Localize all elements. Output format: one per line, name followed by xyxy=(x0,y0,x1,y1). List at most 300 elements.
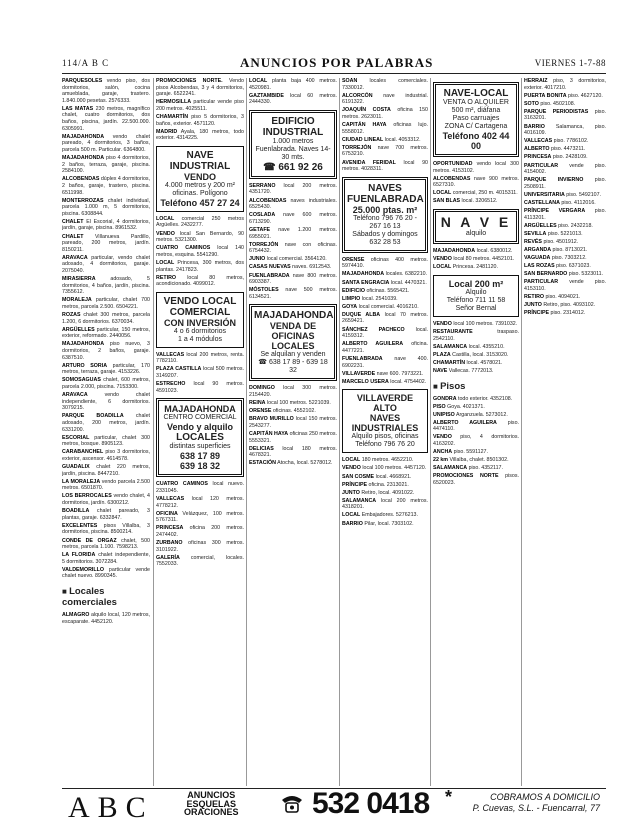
classified-ad xyxy=(62,312,150,325)
ad-lead: LOCAL xyxy=(342,457,361,464)
page-date: VIERNES 1-7-88 xyxy=(534,58,606,68)
ad-lead: PLAZA CASTILLA xyxy=(156,366,202,373)
ad-text: particular vende chalet nuevo. 8990345. xyxy=(62,566,150,580)
ad-text: piso. 7786102. xyxy=(552,138,589,145)
classified-ad xyxy=(62,377,150,390)
classified-ad xyxy=(342,512,428,519)
ad-lead: VALLECAS xyxy=(156,351,185,358)
ad-headline: MAJADAHONDA xyxy=(254,310,334,322)
ad-text: local. 6380012. xyxy=(475,248,513,255)
ad-text: piso. 6371023. xyxy=(554,263,591,270)
ad-lead: ORENSE xyxy=(342,256,365,263)
ad-lead: VALLECAS xyxy=(524,138,553,145)
ad-text: oficinas 250 metros. 5553321. xyxy=(249,430,337,444)
classified-ad xyxy=(62,155,150,175)
classified-ad xyxy=(62,78,150,104)
classified-ad xyxy=(433,161,519,174)
ad-text: oficina. 4477221. xyxy=(342,341,428,354)
ad-lead: SALAMANCA xyxy=(433,465,468,472)
ad-text: chalet, 600 metros, parcela 2.000, piscina. 7153300. xyxy=(62,377,150,391)
ad-text: oficinas. 4552102. xyxy=(271,408,316,415)
ad-text: local nuevo. 2331045. xyxy=(156,481,244,494)
ad-lead: VAGUADA xyxy=(524,255,551,262)
ad-lead: OFICINA xyxy=(156,510,178,517)
ad-phone: Teléfono 457 27 24 xyxy=(160,197,240,208)
classified-ad xyxy=(342,474,428,481)
classified-ad xyxy=(156,129,244,142)
ad-lead: NAVE xyxy=(433,367,448,374)
ad-text: vendo chalet independiente, 6 dormitorios. 3079215. xyxy=(62,392,150,412)
ad-lead: LA MORALEJA xyxy=(62,478,101,485)
ad-text: Goya. 4021371. xyxy=(445,403,485,410)
classified-ad xyxy=(249,256,337,263)
classified-ad xyxy=(249,264,337,271)
ad-phone: ☎ 661 92 26 xyxy=(263,161,323,173)
ad-text: local 90 metros. 4028311. xyxy=(342,159,428,173)
ad-lead: CHALET xyxy=(62,233,84,240)
ad-lead: REINA xyxy=(249,400,266,407)
ad-subhead: VENTA O ALQUILER xyxy=(442,99,509,106)
classified-ad xyxy=(524,231,606,238)
ad-lead: PRÍNCIPE VERGARA xyxy=(524,208,586,215)
display-ad-nave xyxy=(433,209,519,244)
classified-ad xyxy=(156,78,244,98)
classified-ad xyxy=(433,329,519,342)
classified-ad xyxy=(342,160,428,173)
classified-ad xyxy=(342,490,428,497)
ad-lead: PRÍNCIPE xyxy=(342,481,368,488)
ad-body: 500 m², diáfana xyxy=(451,107,501,114)
ad-headline: EDIFICIO INDUSTRIAL xyxy=(262,115,324,138)
classified-ad xyxy=(62,464,150,477)
ad-text: piso. 3163201. xyxy=(524,108,606,122)
classified-ad xyxy=(342,271,428,278)
ad-lead: VENDO xyxy=(342,465,361,472)
ad-lead: LOCAL xyxy=(433,190,452,197)
ad-lead: HERRAIZ xyxy=(524,78,548,84)
classified-ad xyxy=(342,498,428,511)
ad-lead: SAN BLAS xyxy=(433,198,461,205)
ad-text: Vendo pisos Alcobendas, 3 y 4 dormitorios, garaje. 6522241. xyxy=(156,78,244,98)
ad-text: Retiro, piso. 4093102. xyxy=(541,302,596,309)
ad-text: piso. 4113201. xyxy=(524,208,606,221)
ad-lead: ANCHA xyxy=(433,449,453,456)
ad-text: piso. 2508911. xyxy=(524,177,606,190)
ads-list xyxy=(433,396,519,487)
ad-lead: FUENLABRADA xyxy=(249,272,290,279)
classified-ad xyxy=(524,239,606,246)
classified-ad xyxy=(62,435,150,448)
telephone-icon xyxy=(280,794,304,814)
ad-text: local. 4053312. xyxy=(383,136,421,143)
ad-lead: LOCAL xyxy=(342,512,361,519)
ad-text: oficinas. 5565421. xyxy=(364,287,410,294)
ad-text: piso. 5323011. xyxy=(567,271,604,278)
ad-lead: UNIPISO xyxy=(433,411,455,418)
ad-text: piso. 8713021. xyxy=(551,247,588,254)
classified-ad xyxy=(62,413,150,433)
ad-text: local 120 metros. 4778212. xyxy=(156,496,244,509)
ad-subhead: CENTRO COMERCIAL xyxy=(163,414,237,422)
classified-ad xyxy=(433,198,519,205)
ad-text: Atocha, local. 5278012. xyxy=(275,460,333,467)
ad-lead: LOCAL xyxy=(156,259,175,266)
ad-text: piso. 4502108. xyxy=(538,100,576,107)
display-ad-majadahonda-centro xyxy=(156,398,244,477)
classified-ad xyxy=(249,242,337,255)
ad-text: Salamanca, piso. 4016109. xyxy=(524,123,606,137)
ad-text: comercial 250 metros Argüelles. 2432277. xyxy=(156,215,244,229)
classified-ad xyxy=(342,122,428,135)
ad-lead: JUNTO xyxy=(342,489,360,496)
ad-text: chalet 300 metros, parcela 1.200, 6 dormitorios. 6370034. xyxy=(62,312,150,325)
ads-list xyxy=(249,385,337,467)
classified-ad xyxy=(156,275,244,288)
classified-ad xyxy=(62,567,150,580)
ad-text: todo exterior. 4352108. xyxy=(456,395,513,402)
ad-body: alquilo xyxy=(465,230,487,238)
classified-ad xyxy=(156,231,244,244)
ad-lead: ALBERTO AGUILERA xyxy=(342,341,404,348)
footer-word: ORACIONES xyxy=(184,807,239,817)
section-heading-locales: ■ Locales comerciales xyxy=(62,586,150,608)
ad-text: 230 metros, magnífico chalet, cuatro dormitorios, dos baños, piscina, jardín. 22.500.000. 6305991. xyxy=(62,105,150,132)
classified-ad xyxy=(524,177,606,190)
ad-lead: BOADILLA xyxy=(62,508,90,515)
ad-lead: SERRANO xyxy=(249,182,276,189)
ad-lead: OPORTUNIDAD xyxy=(433,161,473,167)
ads-list xyxy=(156,78,244,142)
ad-lead: UNIVERSITARIA xyxy=(524,191,565,198)
ad-lead: ALBERTO AGUILERA xyxy=(433,419,497,426)
classified-ad xyxy=(156,352,244,365)
ad-headline: FUENLABRADA xyxy=(347,193,424,205)
ad-body: 4 o 6 dormitorios xyxy=(173,327,227,335)
column-6 xyxy=(524,78,606,786)
ad-text: nave 400. 6902231. xyxy=(342,355,428,369)
ad-lead: BARRIO xyxy=(524,123,545,130)
ad-text: piso nuevo, 3 dormitorios, 2 baños, garaje. 6387510. xyxy=(62,341,150,361)
ad-lead: 22 km xyxy=(433,457,449,464)
footer-word: ESQUELAS xyxy=(186,798,237,809)
ad-text: Castilla, local. 3153020. xyxy=(450,351,509,358)
ad-text: local 200 metros. 4351720. xyxy=(249,182,337,196)
classified-ad xyxy=(524,200,606,207)
ad-lead: PUERTA BONITA xyxy=(524,92,567,99)
ad-text: local 500 metros. 3149207. xyxy=(156,366,244,380)
ad-text: pisos Villalba, 3 dormitorios, piscina. 8500214. xyxy=(62,522,150,536)
phone-number: 532 0418 xyxy=(312,787,430,820)
footer-services xyxy=(184,791,239,817)
ad-text: piso. 4473211. xyxy=(549,146,586,153)
ad-headline: NAVE-LOCAL xyxy=(443,88,509,99)
ad-lead: GAZTAMBIDE xyxy=(249,92,284,99)
ad-text: local 80 metros, acondicionado. 4099012. xyxy=(156,274,244,288)
ads-list xyxy=(524,78,606,317)
ad-text: Arganzuela. 5273012. xyxy=(454,411,508,418)
classified-ad xyxy=(524,101,606,108)
ad-text: local. 3206512. xyxy=(460,198,498,205)
ad-text: piso. 4094021. xyxy=(544,294,581,301)
ad-text: vende piso. 4153110. xyxy=(524,279,606,293)
classified-ad xyxy=(249,183,337,196)
ad-lead: MAJADAHONDA xyxy=(342,271,385,278)
ad-text: nave 600. 7973221. xyxy=(375,370,424,377)
classified-ad xyxy=(249,446,337,459)
ad-phone: Teléfono 796 76 20 xyxy=(355,441,415,449)
display-ad-edificio-industrial xyxy=(249,110,337,179)
ad-text: local 200 metros, renta. 7782110. xyxy=(156,351,244,365)
ad-text: piso 4 dormitorios, 2 baños, terraza, garaje, piscina. 2584100. xyxy=(62,155,150,175)
ad-text: nave 600 metros. 6713290. xyxy=(249,212,337,225)
ad-body: distintas superficies xyxy=(169,443,231,451)
ad-headline: NAVE INDUSTRIAL xyxy=(169,149,231,172)
classified-ad xyxy=(433,368,519,375)
classified-ad xyxy=(249,227,337,240)
ad-lead: RESTAURANTE xyxy=(433,328,473,335)
column-divider xyxy=(339,78,340,786)
ad-lead: PARTICULAR xyxy=(524,162,559,169)
ad-text: local San Bernardo, 90 metros. 5321300. xyxy=(156,230,244,244)
ad-text: alquilo local, 120 metros, escaparate. 4452120. xyxy=(62,612,150,625)
ad-body: Fuenlabrada. Naves 14-30 mts. xyxy=(255,145,331,161)
ad-text: nave con oficinas. 6754432. xyxy=(249,241,337,255)
ad-lead: DOMINGO xyxy=(249,385,275,392)
classified-ad xyxy=(62,479,150,492)
ad-text: piso. 4627120. xyxy=(566,92,603,99)
page-title: ANUNCIOS POR PALABRAS xyxy=(240,55,434,70)
ad-lead: ZURBANO xyxy=(156,540,183,547)
classified-ad xyxy=(342,280,428,287)
ad-lead: MAJADAHONDA xyxy=(62,155,105,162)
classified-ad xyxy=(524,138,606,145)
classified-ad xyxy=(342,356,428,369)
ad-headline: MAJADAHONDA xyxy=(164,404,236,415)
ad-lead: COSLADA xyxy=(249,212,276,219)
classified-ad xyxy=(433,449,519,456)
ad-lead: TORREJÓN xyxy=(249,241,279,248)
ad-lead: SALAMANCA xyxy=(342,497,377,504)
ads-list xyxy=(156,352,244,395)
ad-lead: SAN BERNARDO xyxy=(524,271,568,278)
ad-text: oficina. 2313021. xyxy=(367,481,409,488)
ad-text: Ayala, 180 metros, todo exterior. 4314225. xyxy=(156,128,244,142)
ad-text: vendo chalet pareado, 4 dormitorios, 3 baños, parcela 500 m. Particular. 6364800. xyxy=(62,133,150,153)
ad-lead: LAS MATAS xyxy=(62,105,94,112)
ad-lead: MORALEJA xyxy=(62,297,92,304)
ad-text: vendo chalet, 4 dormitorios, jardín. 6300212. xyxy=(62,493,150,507)
classified-ad xyxy=(62,134,150,154)
ad-lead: AVENIDA FERIDAL xyxy=(342,159,396,166)
ads-list xyxy=(433,321,519,375)
classified-ad xyxy=(249,431,337,444)
collection-notice xyxy=(473,792,600,814)
ad-body: 4.000 metros y 200 m² oficinas. Polígono xyxy=(164,181,236,197)
classified-ad xyxy=(524,279,606,292)
ad-text: oficinas lujo. 5558012. xyxy=(342,122,428,135)
column-divider xyxy=(153,78,154,786)
ad-lead: CUATRO CAMINOS xyxy=(156,481,208,488)
ad-text: local. 4355210. xyxy=(467,343,505,350)
ad-lead: SAN COSME xyxy=(342,473,375,480)
classified-ad xyxy=(342,137,428,144)
column-divider xyxy=(521,78,522,786)
ad-lead: VENDO xyxy=(433,256,452,263)
ad-lead: CARABANCHEL xyxy=(62,449,104,456)
ad-lead: MAJADAHONDA xyxy=(433,248,476,255)
ad-lead: MADRID xyxy=(156,128,178,135)
classified-ad xyxy=(342,521,428,528)
ad-lead: ARGANDA xyxy=(524,247,552,254)
classified-ad xyxy=(156,245,244,258)
ad-phone: ☎ 638 17 89 - 639 18 32 xyxy=(258,359,328,375)
ad-text: piso. 5221013. xyxy=(546,230,583,237)
column-divider xyxy=(430,78,431,786)
classified-ad xyxy=(62,327,150,340)
ad-lead: JOAQUÍN COSTA xyxy=(342,107,391,114)
classified-ad xyxy=(156,381,244,394)
ad-text: nave 500 metros. 6134521. xyxy=(249,287,337,300)
classified-ad xyxy=(342,482,428,489)
ad-text: Velázquez, 100 metros. 5767311. xyxy=(156,510,244,524)
classified-ad xyxy=(524,163,606,176)
ad-lead: RETIRO xyxy=(524,294,545,301)
ad-lead: VENDO xyxy=(156,230,175,237)
ad-text: particular, 170 metros, terraza, garaje. 4153226. xyxy=(62,362,150,376)
ad-lead: ARTURO SORIA xyxy=(62,362,108,369)
ad-text: oficinas 400 metros. 5974410. xyxy=(342,256,428,270)
ad-lead: PLAZA xyxy=(433,351,451,358)
classified-ad xyxy=(433,264,519,271)
ad-text: particular, vendo chalet adosado, 4 dormitorios, garaje. 2075040. xyxy=(62,254,150,275)
classified-ad xyxy=(156,260,244,273)
ad-lead: VENDO xyxy=(433,320,452,327)
ad-text: nave industrial. 6191322. xyxy=(342,92,428,106)
ad-text: Princesa. 2481120. xyxy=(451,264,498,271)
ad-lead: HERMOSILLA xyxy=(156,99,192,106)
ad-text: local 70 metros. 2659421. xyxy=(342,311,428,325)
ad-lead: ARGÜELLES xyxy=(524,222,557,229)
classified-ad xyxy=(524,208,606,221)
ad-lead: MAJADAHONDA xyxy=(62,133,105,140)
ad-lead: CONDE DE ORGAZ xyxy=(62,537,117,544)
ad-body: 1.000 metros xyxy=(272,137,314,145)
classified-ad xyxy=(342,312,428,325)
ad-phone: Teléfono 796 76 20 - 267 16 13 xyxy=(353,214,417,230)
ad-text: local 300 metros. 2154420. xyxy=(249,385,337,398)
classified-ad xyxy=(342,327,428,340)
classified-ad xyxy=(62,363,150,376)
classified-ad xyxy=(62,255,150,275)
ad-text: planta baja 400 metros. 4520981. xyxy=(249,78,337,91)
page-number: 114/A B C xyxy=(62,58,110,68)
classified-ad xyxy=(156,555,244,568)
ad-text: local 180 metros. 4678321. xyxy=(249,445,337,459)
classified-ad xyxy=(342,296,428,303)
ads-list xyxy=(156,216,244,288)
ad-lead: LOCAL xyxy=(249,78,268,84)
ad-lead: VALDEMORILLO xyxy=(62,566,104,573)
classified-ad xyxy=(342,304,428,311)
ad-lead: DUQUE ALBA xyxy=(342,311,381,318)
ad-lead: FUENLABRADA xyxy=(342,355,383,362)
ads-list xyxy=(249,78,337,106)
column-1 xyxy=(62,78,150,786)
ad-headline: VILLAVERDE ALTO xyxy=(356,393,414,414)
ad-text: nave 700 metros. 6753210. xyxy=(342,144,428,158)
classified-ad xyxy=(62,523,150,536)
ad-text: piso. 2314012. xyxy=(549,310,586,317)
ad-text: piso. 4112016. xyxy=(559,200,596,206)
classified-ad xyxy=(433,412,519,419)
ad-text: chalet individual, parcela 1.000 m, 5 dormitorios, piscina. 6308844. xyxy=(62,197,150,217)
ad-lead: MONTERROZAS xyxy=(62,197,104,204)
ad-headline: VENDO LOCAL COMERCIAL xyxy=(163,295,237,318)
classified-ad xyxy=(342,93,428,106)
classified-ad xyxy=(156,540,244,553)
classified-ad xyxy=(249,273,337,286)
ad-text: Pilar, local. 7303102. xyxy=(362,520,414,527)
ad-lead: GALERÍA xyxy=(156,554,180,561)
ad-price: 25.000 ptas. m² xyxy=(352,204,418,215)
ad-text: local. 4470321. xyxy=(389,279,427,286)
ad-text: piso 3 dormitorios, exterior, ascensor. 4614578. xyxy=(62,449,150,462)
classified-ad xyxy=(62,552,150,565)
ad-lead: PARQUESOLES xyxy=(62,78,103,84)
classified-ad xyxy=(249,198,337,211)
ad-lead: ROZAS xyxy=(62,312,81,319)
ad-text: local comercial. 3564120. xyxy=(265,256,327,263)
ad-text: particular, chalet 300 metros, bosque. 8905123. xyxy=(62,434,150,448)
classified-ad xyxy=(433,176,519,189)
ad-lead: LAS ROZAS xyxy=(524,263,555,270)
ad-subhead: VENDO xyxy=(183,171,216,182)
classified-ad xyxy=(156,99,244,112)
ad-text: piso. 4474110. xyxy=(433,419,519,433)
ad-text: vendo parcela 2.500 metros. 6501870. xyxy=(62,478,150,492)
classified-ad xyxy=(524,146,606,153)
ad-lead: ESTACIÓN xyxy=(249,460,276,467)
classified-ad xyxy=(524,310,606,317)
ad-body: Se alquilan y venden xyxy=(260,351,326,359)
display-ad-local-200 xyxy=(433,275,519,317)
ad-lead: ESTRECHO xyxy=(156,381,186,388)
column-3 xyxy=(249,78,337,786)
ad-lead: PARQUE INVIERNO xyxy=(524,177,584,184)
classified-ad xyxy=(433,256,519,263)
ad-body: Alquilo pisos, oficinas xyxy=(351,433,419,441)
classified-ad xyxy=(62,612,150,625)
ad-lead: SALAMANCA xyxy=(433,343,468,350)
ad-text: 180 metros. 4652210. xyxy=(360,457,414,464)
ad-lead: PROMOCIONES NORTE. xyxy=(156,78,223,84)
ad-lead: CASTELLANA xyxy=(524,200,560,206)
classified-ad xyxy=(62,234,150,254)
ad-text: piso. 5591127. xyxy=(452,449,488,456)
ad-contact: Señor Bernal xyxy=(455,304,497,312)
display-ad-nave-local xyxy=(433,82,519,157)
classified-ad xyxy=(62,106,150,132)
classified-ad xyxy=(433,321,519,328)
ad-lead: ALBERTO xyxy=(524,146,550,153)
classified-ad xyxy=(433,434,519,447)
ad-phone: 638 17 89 xyxy=(179,451,221,462)
display-ad-local-comercial xyxy=(156,292,244,348)
ad-lead: PARTICULAR xyxy=(524,279,559,286)
classified-ad xyxy=(156,525,244,538)
classified-ad xyxy=(342,457,428,464)
classified-ad xyxy=(524,93,606,100)
